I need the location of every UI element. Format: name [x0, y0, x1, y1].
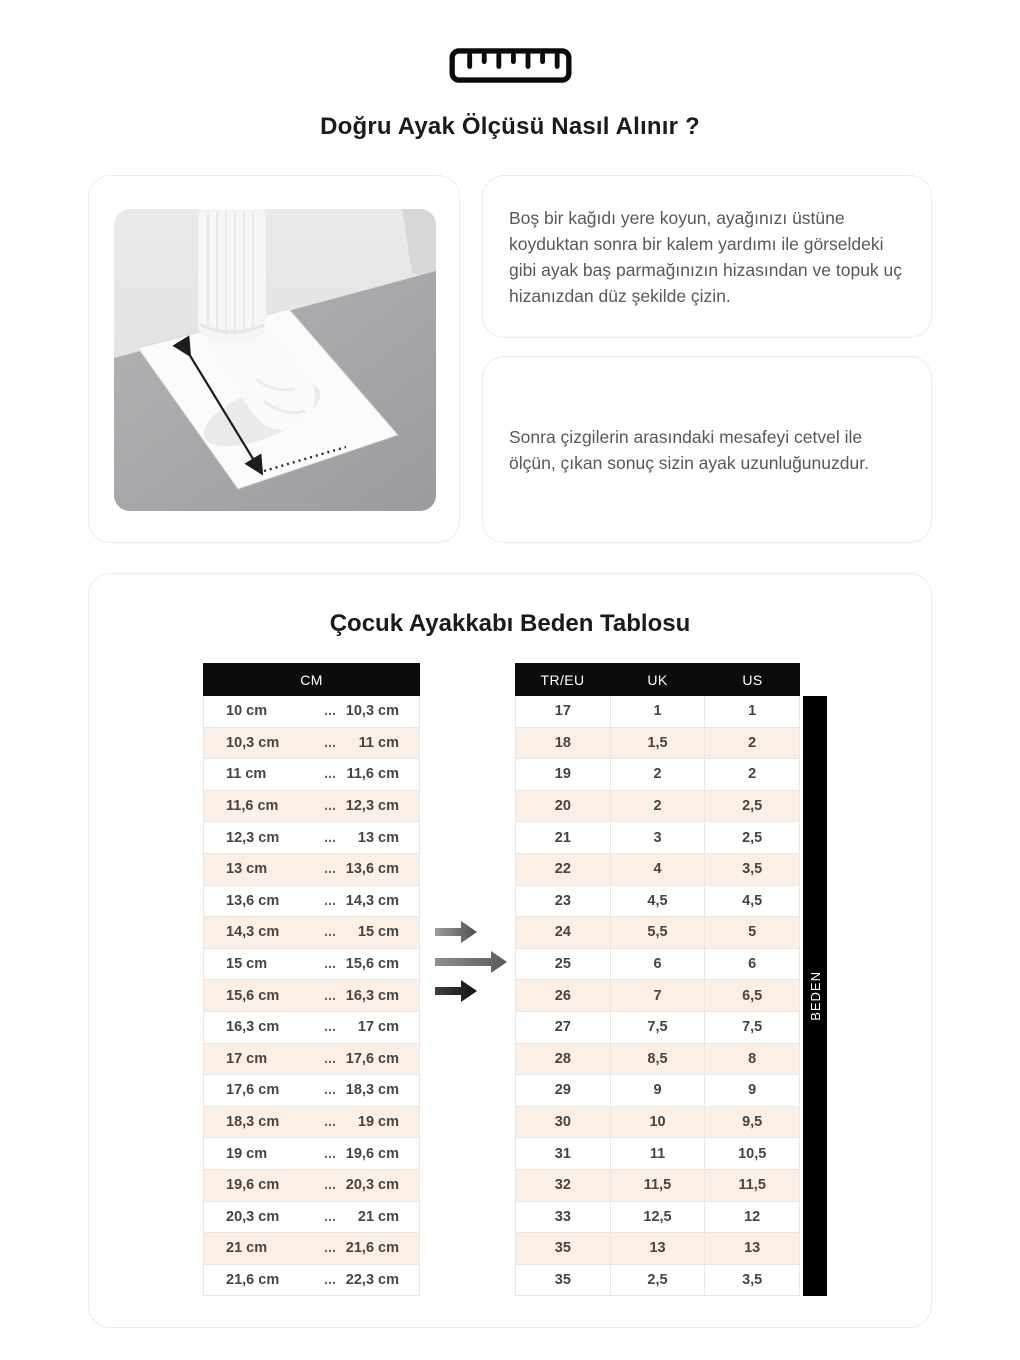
foot-on-paper-illustration — [114, 209, 436, 511]
size-table-row — [515, 791, 800, 823]
tr-eu-value: 23 — [554, 892, 571, 909]
cm-to-value: 13,6 cm — [345, 861, 399, 878]
cm-from-value: 21 cm — [226, 1240, 268, 1257]
cm-from-value: 21,6 cm — [226, 1271, 280, 1288]
tr-eu-value: 22 — [554, 861, 571, 878]
cm-from-value: 16,3 cm — [226, 1019, 280, 1036]
range-separator: ... — [323, 1082, 337, 1099]
us-value: 2 — [704, 728, 799, 759]
tr-eu-value: 19 — [554, 766, 571, 783]
cm-from-value: 15,6 cm — [226, 987, 280, 1004]
uk-value: 9 — [610, 1075, 705, 1106]
cm-table-header: CM — [203, 663, 420, 696]
instruction-text-column — [482, 175, 932, 543]
range-separator: ... — [323, 924, 337, 941]
beden-side-label-text: BEDEN — [807, 971, 823, 1021]
size-table-row — [515, 854, 800, 886]
us-value: 4,5 — [704, 886, 799, 917]
range-separator: ... — [323, 734, 337, 751]
tr-eu-value: 20 — [554, 798, 571, 815]
cm-table-row — [203, 854, 420, 886]
instruction-step-2-card — [482, 356, 932, 543]
tr-eu-value: 32 — [554, 1177, 571, 1194]
cm-from-value: 17 cm — [226, 1050, 268, 1067]
cm-to-value: 13 cm — [357, 829, 399, 846]
us-value: 9,5 — [704, 1107, 799, 1138]
cm-from-value: 11,6 cm — [226, 798, 279, 815]
cm-to-value: 10,3 cm — [345, 703, 399, 720]
cm-table-row — [203, 696, 420, 728]
instruction-step-1-card — [482, 175, 932, 338]
size-table-row — [515, 949, 800, 981]
cm-to-value: 19 cm — [357, 1114, 399, 1131]
mapping-arrows-icon — [435, 921, 509, 1005]
cm-table-row — [203, 1075, 420, 1107]
tr-eu-value: 24 — [554, 924, 571, 941]
us-value: 12 — [704, 1202, 799, 1233]
uk-value: 3 — [610, 822, 705, 853]
range-separator: ... — [323, 829, 337, 846]
cm-to-value: 15,6 cm — [345, 956, 399, 973]
cm-from-value: 13 cm — [226, 861, 268, 878]
size-table-row — [515, 1265, 800, 1297]
cm-table-body — [203, 696, 420, 1296]
size-table-row — [515, 696, 800, 728]
range-separator: ... — [323, 703, 337, 720]
cm-from-value: 11 cm — [226, 766, 267, 783]
instruction-step-1-text: Boş bir kağıdı yere koyun, ayağınızı üstüne koyduktan sonra bir kalem yardımı ile görseldeki gibi ayak baş parmağınızın hizasından ve topuk uç hizanızdan düz şekilde çizin. — [509, 207, 903, 306]
size-table-card — [88, 573, 932, 1328]
uk-value: 7 — [610, 980, 705, 1011]
us-value: 3,5 — [704, 1265, 799, 1296]
cm-from-value: 17,6 cm — [226, 1082, 280, 1099]
uk-value: 11 — [610, 1138, 705, 1169]
cm-table-row — [203, 1107, 420, 1139]
us-value: 8 — [704, 1044, 799, 1075]
range-separator: ... — [323, 1208, 337, 1225]
cm-to-value: 18,3 cm — [345, 1082, 399, 1099]
size-table-row — [515, 1170, 800, 1202]
cm-to-value: 17 cm — [357, 1019, 399, 1036]
tr-eu-value: 31 — [554, 1145, 571, 1162]
uk-value: 10 — [610, 1107, 705, 1138]
range-separator: ... — [323, 766, 337, 783]
uk-value: 2,5 — [610, 1265, 705, 1296]
uk-value: 2 — [610, 791, 705, 822]
us-value: 5 — [704, 917, 799, 948]
international-size-table — [515, 663, 800, 1296]
uk-value: 1,5 — [610, 728, 705, 759]
uk-value: 4,5 — [610, 886, 705, 917]
range-separator: ... — [323, 987, 337, 1004]
cm-from-value: 15 cm — [226, 956, 268, 973]
cm-to-value: 15 cm — [357, 924, 399, 941]
range-separator: ... — [323, 1177, 337, 1194]
cm-from-value: 10,3 cm — [226, 734, 280, 751]
tr-eu-value: 33 — [554, 1208, 571, 1225]
cm-from-value: 10 cm — [226, 703, 268, 720]
size-table-body — [515, 696, 800, 1296]
range-separator: ... — [323, 798, 337, 815]
size-table-row — [515, 917, 800, 949]
cm-table-row — [203, 1044, 420, 1076]
us-value: 2,5 — [704, 822, 799, 853]
us-value: 1 — [704, 696, 799, 727]
us-value: 7,5 — [704, 1012, 799, 1043]
uk-value: 4 — [610, 854, 705, 885]
cm-table-row — [203, 886, 420, 918]
cm-table-row — [203, 791, 420, 823]
instruction-step-2-text: Sonra çizgilerin arasındaki mesafeyi cetvel ile ölçün, çıkan sonuç sizin ayak uzunluğunuzdur. — [509, 426, 869, 473]
us-value: 2,5 — [704, 791, 799, 822]
cm-from-value: 20,3 cm — [226, 1208, 280, 1225]
tr-eu-value: 35 — [554, 1240, 571, 1257]
us-value: 10,5 — [704, 1138, 799, 1169]
uk-value: 2 — [610, 759, 705, 790]
cm-to-value: 21,6 cm — [345, 1240, 399, 1257]
cm-table-row — [203, 728, 420, 760]
cm-table-row — [203, 1265, 420, 1297]
uk-value: 13 — [610, 1233, 705, 1264]
cm-table-row — [203, 822, 420, 854]
us-value: 6,5 — [704, 980, 799, 1011]
cm-table-row — [203, 1012, 420, 1044]
cm-to-value: 11,6 cm — [346, 766, 399, 783]
page-header — [0, 0, 1020, 141]
size-table-row — [515, 728, 800, 760]
range-separator: ... — [323, 1050, 337, 1067]
tr-eu-value: 18 — [554, 734, 571, 751]
tr-eu-value: 17 — [554, 703, 571, 720]
size-table-row — [515, 1138, 800, 1170]
size-table-header-row — [515, 663, 800, 696]
page-title: Doğru Ayak Ölçüsü Nasıl Alınır ? — [320, 113, 700, 140]
size-table-row — [515, 1044, 800, 1076]
size-table-row — [515, 1107, 800, 1139]
cm-to-value: 19,6 cm — [345, 1145, 399, 1162]
cm-table-row — [203, 980, 420, 1012]
size-table-row — [515, 1075, 800, 1107]
range-separator: ... — [323, 956, 337, 973]
foot-measurement-photo-card — [88, 175, 460, 543]
tr-eu-value: 35 — [554, 1271, 571, 1288]
us-value: 3,5 — [704, 854, 799, 885]
tr-eu-column-header: TR/EU — [540, 671, 585, 688]
us-column-header: US — [742, 671, 763, 688]
cm-table-row — [203, 949, 420, 981]
cm-from-value: 19 cm — [226, 1145, 268, 1162]
us-value: 11,5 — [704, 1170, 799, 1201]
cm-table-row — [203, 759, 420, 791]
cm-from-value: 19,6 cm — [226, 1177, 280, 1194]
cm-to-value: 20,3 cm — [345, 1177, 399, 1194]
uk-value: 7,5 — [610, 1012, 705, 1043]
size-table-row — [515, 822, 800, 854]
measurement-instructions — [88, 175, 932, 543]
cm-from-value: 13,6 cm — [226, 892, 280, 909]
cm-to-value: 16,3 cm — [345, 987, 399, 1004]
cm-to-value: 11 cm — [358, 734, 399, 751]
range-separator: ... — [323, 1019, 337, 1036]
size-table-row — [515, 759, 800, 791]
cm-from-value: 14,3 cm — [226, 924, 280, 941]
cm-table-row — [203, 1202, 420, 1234]
range-separator: ... — [323, 1271, 337, 1288]
range-separator: ... — [323, 1114, 337, 1131]
cm-range-table — [203, 663, 420, 1296]
tr-eu-value: 21 — [554, 829, 571, 846]
uk-value: 6 — [610, 949, 705, 980]
us-value: 13 — [704, 1233, 799, 1264]
cm-table-row — [203, 1170, 420, 1202]
cm-from-value: 18,3 cm — [226, 1114, 280, 1131]
cm-table-row — [203, 1233, 420, 1265]
cm-from-value: 12,3 cm — [226, 829, 280, 846]
beden-side-label — [803, 696, 827, 1296]
cm-to-value: 14,3 cm — [345, 892, 399, 909]
cm-table-row — [203, 917, 420, 949]
range-separator: ... — [323, 1240, 337, 1257]
size-table-row — [515, 1233, 800, 1265]
size-table-row — [515, 1202, 800, 1234]
us-value: 6 — [704, 949, 799, 980]
tr-eu-value: 26 — [554, 987, 571, 1004]
size-table-row — [515, 1012, 800, 1044]
cm-to-value: 12,3 cm — [345, 798, 399, 815]
cm-to-value: 22,3 cm — [345, 1271, 399, 1288]
size-table-row — [515, 980, 800, 1012]
tr-eu-value: 30 — [554, 1114, 571, 1131]
cm-to-value: 21 cm — [357, 1208, 399, 1225]
tr-eu-value: 25 — [554, 956, 571, 973]
range-separator: ... — [323, 1145, 337, 1162]
us-value: 9 — [704, 1075, 799, 1106]
size-table-row — [515, 886, 800, 918]
size-tables-row — [203, 663, 931, 1296]
cm-to-value: 17,6 cm — [345, 1050, 399, 1067]
range-separator: ... — [323, 892, 337, 909]
uk-value: 5,5 — [610, 917, 705, 948]
uk-value: 12,5 — [610, 1202, 705, 1233]
tr-eu-value: 28 — [554, 1050, 571, 1067]
cm-table-row — [203, 1138, 420, 1170]
range-separator: ... — [323, 861, 337, 878]
uk-value: 8,5 — [610, 1044, 705, 1075]
ruler-icon — [0, 48, 1020, 83]
us-value: 2 — [704, 759, 799, 790]
uk-value: 11,5 — [610, 1170, 705, 1201]
size-table-title: Çocuk Ayakkabı Beden Tablosu — [329, 610, 691, 637]
uk-value: 1 — [610, 696, 705, 727]
tr-eu-value: 29 — [554, 1082, 571, 1099]
uk-column-header: UK — [647, 671, 668, 688]
tr-eu-value: 27 — [554, 1019, 571, 1036]
